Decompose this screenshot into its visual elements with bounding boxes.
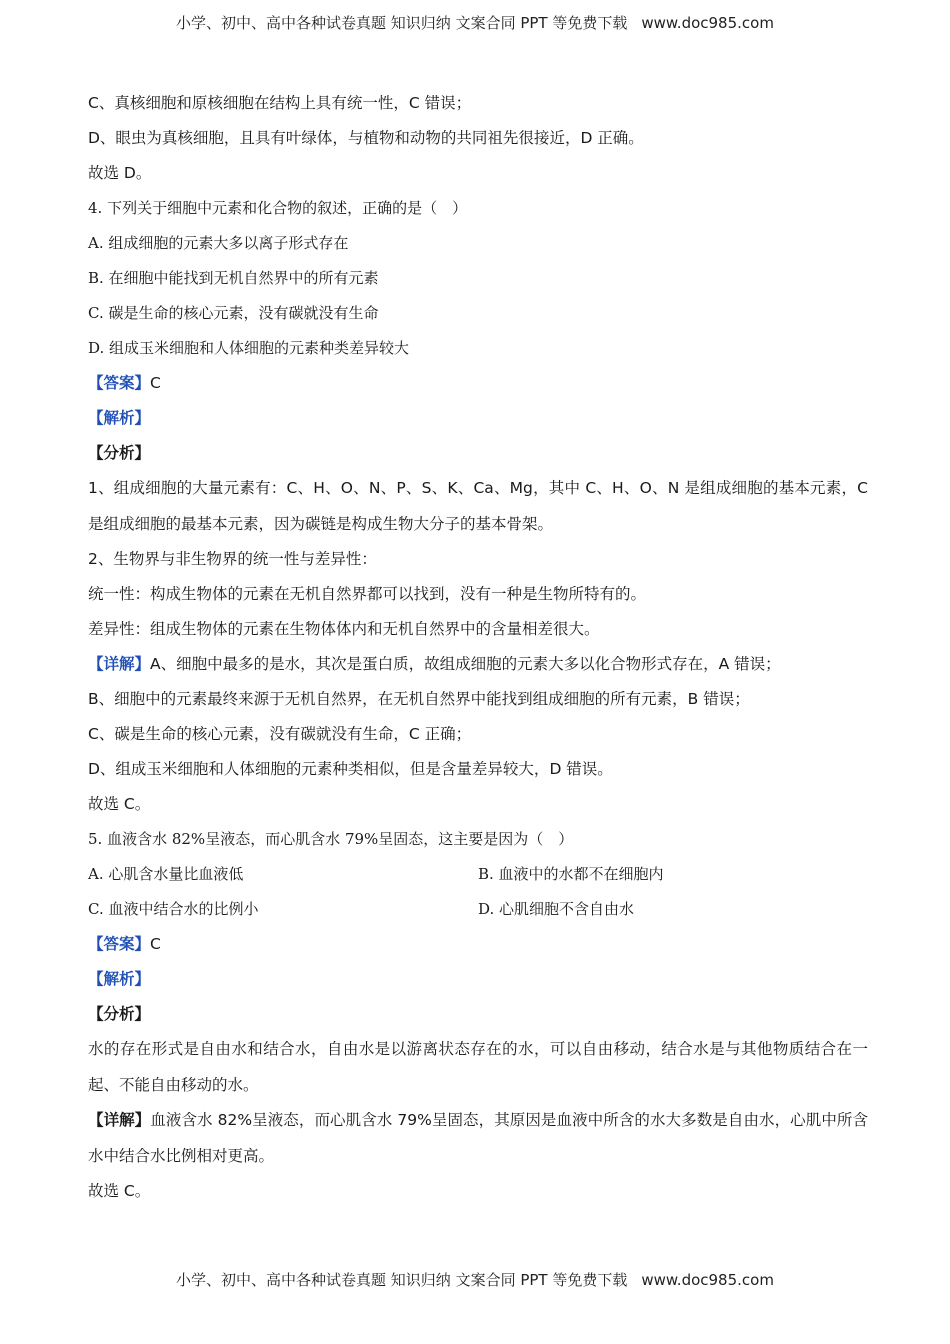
page-footer <box>0 1269 950 1290</box>
q4-option-b: B. 在细胞中能找到无机自然界中的所有元素 <box>88 269 379 287</box>
q4-detail-a-text: A、细胞中最多的是水，其次是蛋白质，故组成细胞的元素大多以化合物形式存在，A 错误； <box>150 655 781 673</box>
q5-stem: 5. 血液含水 82%呈液态，而心肌含水 79%呈固态，这主要是因为（ ） <box>88 830 574 848</box>
q5-answer-value: C <box>150 935 161 953</box>
q4-detail-tag: 【详解】 <box>88 655 151 673</box>
q5-detail-text: 血液含水 82%呈液态，而心肌含水 79%呈固态，其原因是血液中所含的水大多数是自由水，心肌中所含水中结合水比例相对更高。 <box>88 1111 868 1165</box>
q4-detail-a <box>88 647 868 682</box>
footer-text: 小学、初中、高中各种试卷真题 知识归纳 文案合同 PPT 等免费下载 <box>176 1271 628 1289</box>
q5-option-c: C. 血液中结合水的比例小 <box>88 900 259 918</box>
q5-jiexi <box>88 962 868 997</box>
q4-answer <box>88 366 868 401</box>
prev-conclusion: 故选 D。 <box>88 164 152 182</box>
q5-answer <box>88 927 868 962</box>
q4-option-c: C. 碳是生命的核心元素，没有碳就没有生命 <box>88 304 379 322</box>
q4-analysis-point1: 1、组成细胞的大量元素有：C、H、O、N、P、S、K、Ca、Mg，其中 C、H、O、N 是组成细胞的基本元素，C 是组成细胞的最基本元素，因为碳链是构成生物大分子的基本骨架。 <box>88 479 868 533</box>
q4-detail-c: C、碳是生命的核心元素，没有碳就没有生命，C 正确； <box>88 725 472 743</box>
q5-option-a: A. 心肌含水量比血液低 <box>88 865 244 883</box>
q4-stem: 4. 下列关于细胞中元素和化合物的叙述，正确的是（ ） <box>88 199 468 217</box>
header-site-link[interactable]: www.doc985.com <box>641 14 774 32</box>
q4-detail-b: B、细胞中的元素最终来源于无机自然界，在无机自然界中能找到组成细胞的所有元素，B 错误； <box>88 690 750 708</box>
q5-option-b: B. 血液中的水都不在细胞内 <box>478 865 664 883</box>
prev-option-c-explanation: C、真核细胞和原核细胞在结构上具有统一性，C 错误； <box>88 94 472 112</box>
q5-analysis: 水的存在形式是自由水和结合水，自由水是以游离状态存在的水，可以自由移动，结合水是与其他物质结合在一起、不能自由移动的水。 <box>88 1040 868 1094</box>
q4-fenxi-tag: 【分析】 <box>88 444 151 462</box>
q5-options-row1 <box>88 857 868 892</box>
q5-conclusion: 故选 C。 <box>88 1182 151 1200</box>
q4-difference: 差异性：组成生物体的元素在生物体体内和无机自然界中的含量相差很大。 <box>88 620 600 638</box>
q4-unity: 统一性：构成生物体的元素在无机自然界都可以找到，没有一种是生物所特有的。 <box>88 585 647 603</box>
q5-fenxi <box>88 997 868 1032</box>
prev-option-d-explanation: D、眼虫为真核细胞，且具有叶绿体，与植物和动物的共同祖先很接近，D 正确。 <box>88 129 644 147</box>
q4-answer-value: C <box>150 374 161 392</box>
page-header <box>0 12 950 33</box>
q4-jiexi-tag: 【解析】 <box>88 409 151 427</box>
document-body <box>88 86 868 1209</box>
q4-detail-d: D、组成玉米细胞和人体细胞的元素种类相似，但是含量差异较大，D 错误。 <box>88 760 613 778</box>
q5-option-d: D. 心肌细胞不含自由水 <box>478 900 635 918</box>
q5-detail-tag: 【详解】 <box>88 1111 151 1129</box>
q5-answer-tag: 【答案】 <box>88 935 151 953</box>
q4-option-d: D. 组成玉米细胞和人体细胞的元素种类差异较大 <box>88 339 410 357</box>
q5-jiexi-tag: 【解析】 <box>88 970 151 988</box>
q4-fenxi <box>88 436 868 471</box>
q4-conclusion: 故选 C。 <box>88 795 151 813</box>
q4-option-a: A. 组成细胞的元素大多以离子形式存在 <box>88 234 349 252</box>
q5-fenxi-tag: 【分析】 <box>88 1005 151 1023</box>
q5-detail <box>88 1103 868 1174</box>
footer-site-link[interactable]: www.doc985.com <box>641 1271 774 1289</box>
q4-analysis-point2: 2、生物界与非生物界的统一性与差异性： <box>88 550 377 568</box>
header-text: 小学、初中、高中各种试卷真题 知识归纳 文案合同 PPT 等免费下载 <box>176 14 628 32</box>
q4-answer-tag: 【答案】 <box>88 374 151 392</box>
q4-jiexi <box>88 401 868 436</box>
q5-options-row2 <box>88 892 868 927</box>
